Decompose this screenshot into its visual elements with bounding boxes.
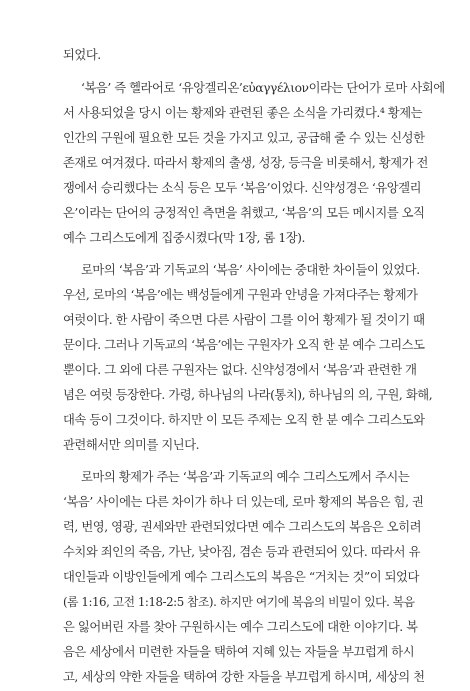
text-line: 쟁에서 승리했다는 소식 등은 모두 ‘복음’이었다. 신약성경은 ‘유앙겔리 [63,181,422,195]
text-line: 예수 그리스도에게 집중시켰다(막 1장, 롬 1장). [63,231,305,245]
text-line: 로마의 ‘복음’과 기독교의 ‘복음’ 사이에는 중대한 차이들이 있었다. [81,263,420,277]
text-line: 존재로 여겨졌다. 따라서 황제의 출생, 성장, 등극을 비롯해서, 황제가 전 [63,156,428,170]
text-line: 관련해서만 의미를 지닌다. [63,438,200,452]
text-line: 념은 여럿 등장한다. 가령, 하나님의 나라(통치), 하나님의 의, 구원, 화해, [63,388,433,402]
text-line: 우선, 로마의 ‘복음’에는 백성들에게 구원과 안녕을 가져다주는 황제가 [63,288,418,302]
text-line: 뿐이다. 그 외에 다른 구원자는 없다. 신약성경에서 ‘복음’과 관련한 개 [63,363,417,377]
text-line: 문이다. 그러나 기독교의 ‘복음’에는 구원자가 오직 한 분 예수 그리스도 [63,338,425,352]
text-line: 대인들과 이방인들에게 예수 그리스도의 복음은 “거치는 것”이 되었다 [63,570,419,584]
text-line: 서 사용되었을 당시 이는 황제와 관련된 좋은 소식을 가리켰다.⁴ 황제는 [63,106,423,120]
text-line: 온’이라는 단어의 긍정적인 측면을 취했고, ‘복음’의 모든 메시지를 오직 [63,206,425,220]
text-line: 력, 번영, 영광, 권세와만 관련되었다면 예수 그리스도의 복음은 오히려 [63,520,422,534]
text-line: 인간의 구원에 필요한 모든 것을 가지고 있고, 공급해 줄 수 있는 신성한 [63,131,425,145]
text-line: 대속 등이 그것이다. 하지만 이 모든 주제는 오직 한 분 예수 그리스도와 [63,413,425,427]
text-line: 여럿이다. 한 사람이 죽으면 다른 사람이 그를 이어 황제가 될 것이기 때 [63,313,425,327]
text-line: 되었다. [63,48,101,62]
text-line: 수치와 죄인의 죽음, 가난, 낮아짐, 겸손 등과 관련되어 있다. 따라서 유 [63,545,421,559]
text-line: (롬 1:16, 고전 1:18-2:5 참조). 하지만 여기에 복음의 비밀이 있다. 복음 [63,595,415,609]
text-line: ‘복음’ 즉 헬라어로 ‘유앙겔리온’εὐαγγέλιον이라는 단어가 로마 사회에 [81,81,445,95]
text-line: 은 잃어버린 자를 찾아 구원하시는 예수 그리스도에 대한 이야기다. 복 [63,620,418,634]
text-line: ‘복음’ 사이에는 다른 차이가 하나 더 있는데, 로마 황제의 복음은 힘, 권 [63,495,424,509]
text-line: 고, 세상의 약한 자들을 택하여 강한 자들을 부끄럽게 하시며, 세상의 천 [63,670,425,684]
text-line: 로마의 황제가 주는 ‘복음’과 기독교의 예수 그리스도께서 주시는 [81,470,410,484]
text-line: 음은 세상에서 미련한 자들을 택하여 지혜 있는 자들을 부끄럽게 하시 [63,645,415,659]
